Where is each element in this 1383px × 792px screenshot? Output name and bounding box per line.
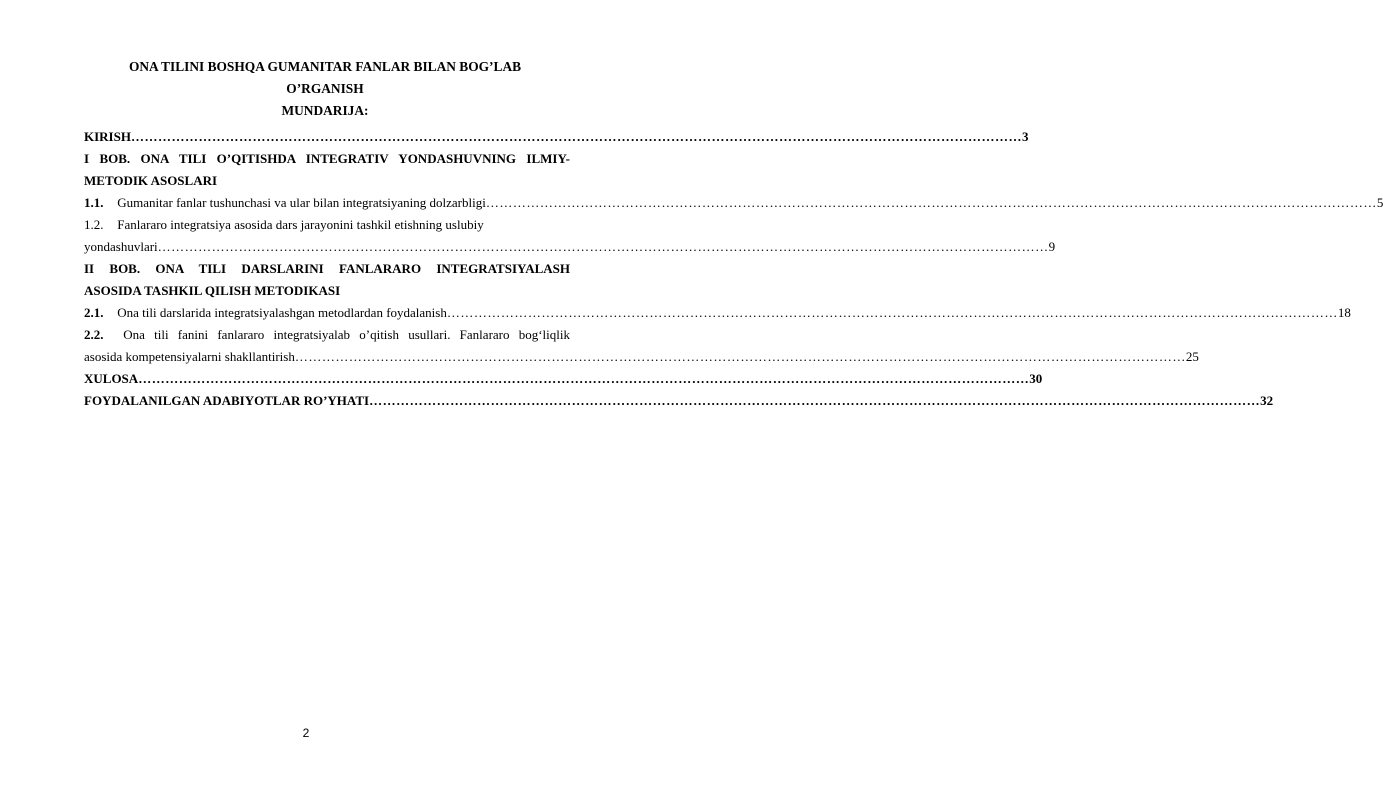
toc-leader-dots <box>131 126 1022 148</box>
toc-entry-label: Ona tili fanini fanlararo integratsiyalab o’qitish usullari. Fanlararo bog‘liqlik <box>123 327 571 342</box>
toc-entry-1-1[interactable] <box>84 192 1383 214</box>
toc-leader-dots <box>138 368 1029 390</box>
toc-entry-bob2-cont <box>84 280 570 302</box>
toc-leader-dots <box>369 390 1260 412</box>
toc-entry-kirish[interactable] <box>84 126 1029 148</box>
toc-entry-page: 30 <box>1029 371 1043 386</box>
toc-entry-label: XULOSA <box>84 371 139 386</box>
toc-entry-label: II BOB. ONA TILI DARSLARINI FANLARARO INTEGRATSIYALASH <box>84 261 570 276</box>
toc-entry-2-2[interactable] <box>84 324 570 346</box>
toc-entry-xulosa[interactable] <box>84 368 1043 390</box>
toc-entry-label: Ona tili darslarida integratsiyalashgan metodlardan foydalanish <box>117 305 447 320</box>
toc-entry-adabiyot[interactable] <box>84 390 1274 412</box>
toc-entry-label: Gumanitar fanlar tushunchasi va ular bilan integratsiyaning dolzarbligi <box>117 195 486 210</box>
toc-entry-page: 3 <box>1021 129 1029 144</box>
toc-entry-label: KIRISH <box>84 129 131 144</box>
toc-entry-label-cont: asosida kompetensiyalarni shakllantirish <box>84 349 295 364</box>
toc-entry-1-2[interactable] <box>84 214 570 236</box>
toc-entry-label: Fanlararo integratsiya asosida dars jarayonini tashkil etishning uslubiy <box>117 217 484 232</box>
page-number: 2 <box>302 726 310 740</box>
toc-entry-2-2-cont <box>84 346 1199 368</box>
document-title <box>80 56 570 100</box>
toc-entry-label: FOYDALANILGAN ADABIYOTLAR RO’YHATI <box>84 393 370 408</box>
toc-leader-dots <box>295 346 1186 368</box>
toc-entry-page: 25 <box>1185 349 1199 364</box>
toc-entry-number: 1.1. <box>84 195 104 210</box>
toc-entry-bob1[interactable] <box>84 148 570 170</box>
table-of-contents <box>84 126 1383 412</box>
toc-heading: MUNDARIJA: <box>281 103 369 118</box>
toc-leader-dots <box>158 236 1049 258</box>
toc-entry-page: 9 <box>1048 239 1056 254</box>
toc-entry-label-cont: yondashuvlari <box>84 239 158 254</box>
toc-leader-dots <box>486 192 1377 214</box>
toc-entry-number: 2.1. <box>84 305 104 320</box>
toc-leader-dots <box>447 302 1338 324</box>
toc-entry-number: 2.2. <box>84 327 104 342</box>
toc-entry-label: I BOB. ONA TILI O’QITISHDA INTEGRATIV YONDASHUVNING ILMIY- <box>84 151 570 166</box>
toc-entry-label-cont: ASOSIDA TASHKIL QILISH METODIKASI <box>84 283 341 298</box>
toc-entry-bob2[interactable] <box>84 258 570 280</box>
toc-entry-page: 5 <box>1376 195 1383 210</box>
toc-entry-page: 18 <box>1337 305 1351 320</box>
document-title-line-2: O’RGANISH <box>286 81 364 96</box>
toc-entry-bob1-cont <box>84 170 570 192</box>
toc-entry-2-1[interactable] <box>84 302 1351 324</box>
toc-entry-number: 1.2. <box>84 217 104 232</box>
toc-entry-label-cont: METODIK ASOSLARI <box>84 173 218 188</box>
document-title-line-1: ONA TILINI BOSHQA GUMANITAR FANLAR BILAN BOG’LAB <box>128 59 522 74</box>
toc-entry-1-2-cont <box>84 236 1056 258</box>
toc-entry-page: 32 <box>1260 393 1274 408</box>
